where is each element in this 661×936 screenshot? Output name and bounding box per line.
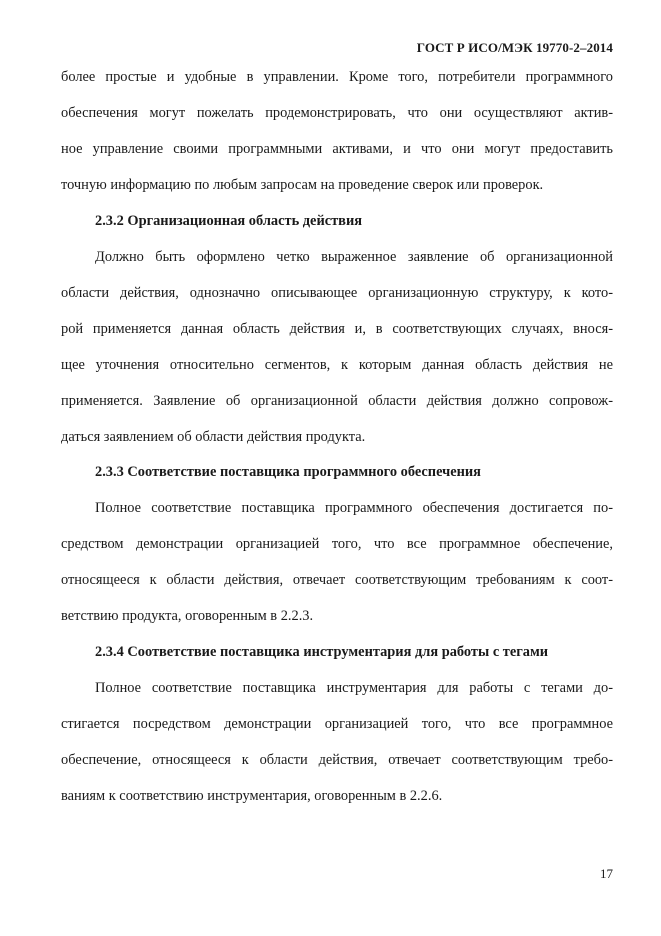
paragraph-line: Должно быть оформлено четко выраженное заявление об организационной bbox=[95, 249, 613, 265]
paragraph-line: ваниям к соответствию инструментария, оговоренным в 2.2.6. bbox=[61, 788, 443, 804]
paragraph-line: щее уточнения относительно сегментов, к которым данная область действия не bbox=[61, 357, 613, 373]
paragraph-line: стигается посредством демонстрации организацией того, что все программное bbox=[61, 716, 613, 732]
section-heading-2-3-4: 2.3.4 Соответствие поставщика инструментария для работы с тегами bbox=[95, 644, 549, 660]
paragraph-line: обеспечения могут пожелать продемонстрировать, что они осуществляют актив- bbox=[61, 105, 613, 121]
paragraph-line: более простые и удобные в управлении. Кроме того, потребители программного bbox=[61, 69, 613, 85]
paragraph-line: средством демонстрации организацией того, что все программное обеспечение, bbox=[61, 536, 613, 552]
paragraph-line: Полное соответствие поставщика инструментария для работы с тегами до- bbox=[95, 680, 613, 696]
section-heading-2-3-3: 2.3.3 Соответствие поставщика программного обеспечения bbox=[95, 464, 481, 480]
paragraph-line: ное управление своими программными активами, и что они могут предоставить bbox=[61, 141, 613, 157]
section-heading-2-3-2: 2.3.2 Организационная область действия bbox=[95, 213, 363, 229]
paragraph-line: даться заявлением об области действия продукта. bbox=[61, 429, 366, 445]
paragraph-line: обеспечение, относящееся к области действия, отвечает соответствующим требо- bbox=[61, 752, 613, 768]
paragraph-line: рой применяется данная область действия и, в соответствующих случаях, внося- bbox=[61, 321, 613, 337]
paragraph-line: точную информацию по любым запросам на проведение сверок или проверок. bbox=[61, 177, 544, 193]
page-number: 17 bbox=[600, 866, 613, 881]
paragraph-line: применяется. Заявление об организационной области действия должно сопровож- bbox=[61, 393, 613, 409]
paragraph-line: относящееся к области действия, отвечает соответствующим требованиям к соот- bbox=[61, 572, 613, 588]
paragraph-line: области действия, однозначно описывающее организационную структуру, к кото- bbox=[61, 285, 613, 301]
paragraph-line: ветствию продукта, оговоренным в 2.2.3. bbox=[61, 608, 314, 624]
paragraph-line: Полное соответствие поставщика программного обеспечения достигается по- bbox=[95, 500, 613, 516]
document-header-code: ГОСТ Р ИСО/МЭК 19770-2–2014 bbox=[416, 40, 613, 55]
